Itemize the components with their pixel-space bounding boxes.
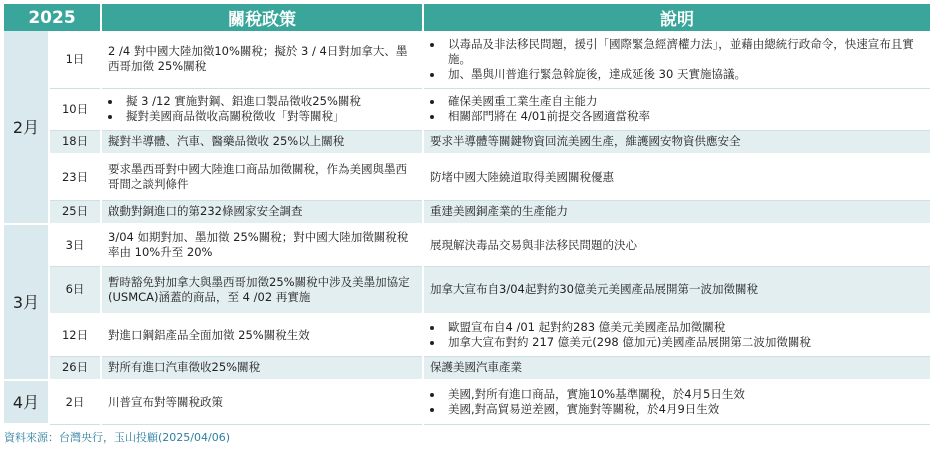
desc-bullet: • 加拿大宣布對約 217 億美元(298 億加元)美國產品展開第二波加徵關稅: [444, 335, 924, 350]
desc-bullet: • 歐盟宣布自4 /01 起對約283 億美元美國產品加徵關稅: [444, 320, 924, 335]
header-year: 2025: [4, 4, 101, 31]
row-day: 3日: [49, 224, 101, 266]
row-day: 18日: [49, 130, 101, 154]
table-row: [4, 130, 930, 154]
table-row: [4, 154, 930, 200]
row-day: 25日: [49, 200, 101, 224]
row-policy: 暫時豁免對加拿大與墨西哥加徵25%關稅中涉及美墨加協定(USMCA)涵蓋的商品，至 4 /02 再實施: [101, 266, 423, 314]
row-day: 2日: [49, 380, 101, 424]
row-policy: 3/04 如期對加、墨加徵 25%關稅；對中國大陸加徵關稅稅率由 10%升至 20%: [101, 224, 423, 266]
table-row: [4, 266, 930, 314]
row-day: 23日: [49, 154, 101, 200]
table-row: [4, 88, 930, 130]
row-day: 10日: [49, 88, 101, 130]
desc-bullet: • 相關部門將在 4/01前提交各國適當稅率: [444, 109, 924, 124]
month-label-feb: 2月: [4, 31, 49, 224]
row-desc: 重建美國銅產業的生產能力: [423, 200, 930, 224]
tariff-policy-table-container: [4, 4, 930, 445]
row-day: 12日: [49, 314, 101, 356]
desc-bullet: • 加、墨與川普進行緊急斡旋後，達成延後 30 天實施協議。: [444, 67, 924, 82]
row-desc: 要求半導體等關鍵物資回流美國生產，維護國安物資供應安全: [423, 130, 930, 154]
row-policy: 擬對半導體、汽車、醫藥品徵收 25%以上關稅: [101, 130, 423, 154]
desc-bullet: • 美國,對所有進口商品，實施10%基準關稅，於4月5日生效: [444, 387, 924, 402]
row-policy: 川普宣布對等關稅政策: [101, 380, 423, 424]
row-desc: 保護美國汽車產業: [423, 356, 930, 380]
row-day: 26日: [49, 356, 101, 380]
row-desc: [423, 380, 930, 424]
header-policy: 關稅政策: [101, 4, 423, 31]
row-day: 1日: [49, 31, 101, 88]
table-row: [4, 31, 930, 88]
row-desc: 展現解決毒品交易與非法移民問題的決心: [423, 224, 930, 266]
month-label-mar: 3月: [4, 224, 49, 380]
row-desc: [423, 31, 930, 88]
table-row: [4, 224, 930, 266]
row-policy: 要求墨西哥對中國大陸進口商品加徵關稅，作為美國與墨西哥間之談判條件: [101, 154, 423, 200]
table-row: [4, 380, 930, 424]
row-policy: 對進口鋼鋁產品全面加徵 25%關稅生效: [101, 314, 423, 356]
row-policy: 對所有進口汽車徵收25%關稅: [101, 356, 423, 380]
month-label-apr: 4月: [4, 380, 49, 424]
source-note: 資料來源：台灣央行，玉山投顧(2025/04/06): [4, 431, 230, 444]
table-row: [4, 314, 930, 356]
table-header-row: [4, 4, 930, 31]
row-desc: [423, 88, 930, 130]
row-day: 6日: [49, 266, 101, 314]
row-desc: 加拿大宣布自3/04起對約30億美元美國產品展開第一波加徵關稅: [423, 266, 930, 314]
policy-bullet: • 擬 3 /12 實施對鋼、鋁進口製品徵收25%關稅: [122, 94, 416, 109]
header-note: 說明: [423, 4, 930, 31]
row-desc: 防堵中國大陸繞道取得美國關稅優惠: [423, 154, 930, 200]
table-row: [4, 200, 930, 224]
row-policy: 啟動對銅進口的第232條國家安全調查: [101, 200, 423, 224]
row-policy: 2 /4 對中國大陸加徵10%關稅；擬於 3 / 4日對加拿大、墨西哥加徵 25%關稅: [101, 31, 423, 88]
table-row: [4, 356, 930, 380]
desc-bullet: • 美國,對高貿易逆差國，實施對等關稅，於4月9日生效: [444, 402, 924, 417]
policy-bullet: • 擬對美國商品徵收高關稅徵收「對等關稅」: [122, 109, 416, 124]
desc-bullet: • 確保美國重工業生產自主能力: [444, 94, 924, 109]
tariff-policy-table: [4, 4, 930, 425]
row-policy: [101, 88, 423, 130]
row-desc: [423, 314, 930, 356]
desc-bullet: • 以毒品及非法移民問題，援引「國際緊急經濟權力法」，並藉由總統行政命令，快速宣布且實施。: [444, 37, 924, 67]
